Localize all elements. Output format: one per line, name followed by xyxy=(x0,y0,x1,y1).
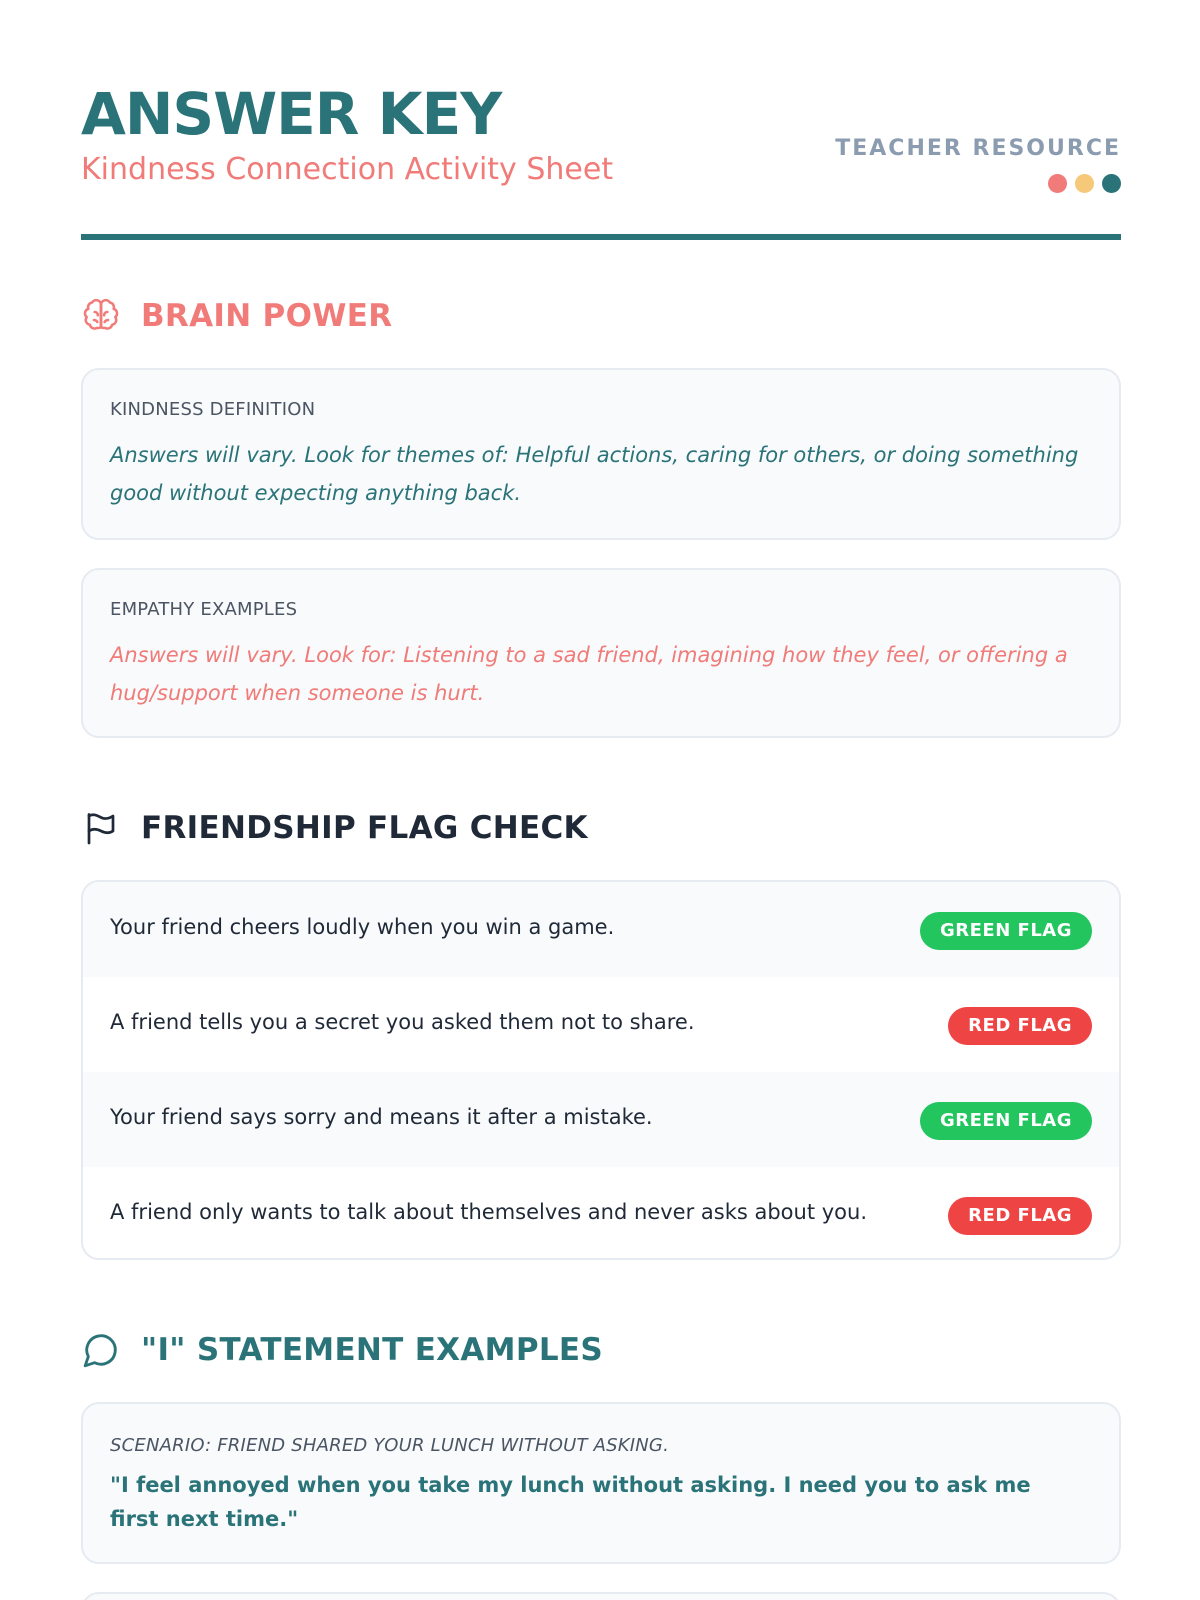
brain-power-title: BRAIN POWER xyxy=(141,298,393,334)
green-flag-badge: GREEN FLAG xyxy=(920,912,1092,950)
red-flag-badge: RED FLAG xyxy=(948,1007,1092,1045)
decorative-dots xyxy=(1048,174,1121,193)
flag-statement: Your friend says sorry and means it after a mistake. xyxy=(110,1105,653,1129)
empathy-examples-label: EMPATHY EXAMPLES xyxy=(110,599,298,620)
red-flag-badge: RED FLAG xyxy=(948,1197,1092,1235)
i-statement-heading xyxy=(81,1328,603,1372)
page-subtitle: Kindness Connection Activity Sheet xyxy=(81,152,614,187)
flag-check-table xyxy=(81,880,1121,1260)
scenario-label: SCENARIO: FRIEND SHARED YOUR LUNCH WITHOUT ASKING. xyxy=(110,1435,669,1456)
green-flag-badge: GREEN FLAG xyxy=(920,1102,1092,1140)
i-statement-title: "I" STATEMENT EXAMPLES xyxy=(141,1332,604,1368)
speech-bubble-icon xyxy=(81,1330,121,1370)
kindness-definition-card xyxy=(81,368,1121,540)
page-header xyxy=(81,0,1121,242)
brain-icon xyxy=(81,296,121,336)
dot-yellow xyxy=(1075,174,1094,193)
flag-check-title: FRIENDSHIP FLAG CHECK xyxy=(141,810,588,846)
brain-power-heading xyxy=(81,294,392,338)
flag-icon xyxy=(81,808,121,848)
flag-check-heading xyxy=(81,806,588,850)
flag-row xyxy=(83,1072,1119,1167)
flag-statement: A friend only wants to talk about themselves and never asks about you. xyxy=(110,1200,867,1224)
flag-statement: A friend tells you a secret you asked them not to share. xyxy=(110,1010,695,1034)
dot-teal xyxy=(1102,174,1121,193)
i-statement-card-next xyxy=(81,1592,1121,1600)
flag-row xyxy=(83,977,1119,1072)
kindness-definition-answer: Answers will vary. Look for themes of: Helpful actions, caring for others, or doing something good without expecting anything back. xyxy=(110,443,1079,505)
empathy-examples-card xyxy=(81,568,1121,738)
teacher-resource-label: TEACHER RESOURCE xyxy=(835,136,1121,161)
page-title: ANSWER KEY xyxy=(81,80,502,148)
answer-key-page xyxy=(81,0,1121,1531)
kindness-definition-label: KINDNESS DEFINITION xyxy=(110,399,316,420)
empathy-examples-answer: Answers will vary. Look for: Listening to a sad friend, imagining how they feel, or offering a hug/support when someone is hurt. xyxy=(110,643,1068,705)
flag-row xyxy=(83,1167,1119,1260)
scenario-quote: "I feel annoyed when you take my lunch without asking. I need you to ask me first next time." xyxy=(110,1473,1031,1531)
i-statement-card xyxy=(81,1402,1121,1564)
header-divider xyxy=(81,234,1121,240)
flag-row xyxy=(83,882,1119,977)
dot-coral xyxy=(1048,174,1067,193)
flag-statement: Your friend cheers loudly when you win a game. xyxy=(110,915,615,939)
